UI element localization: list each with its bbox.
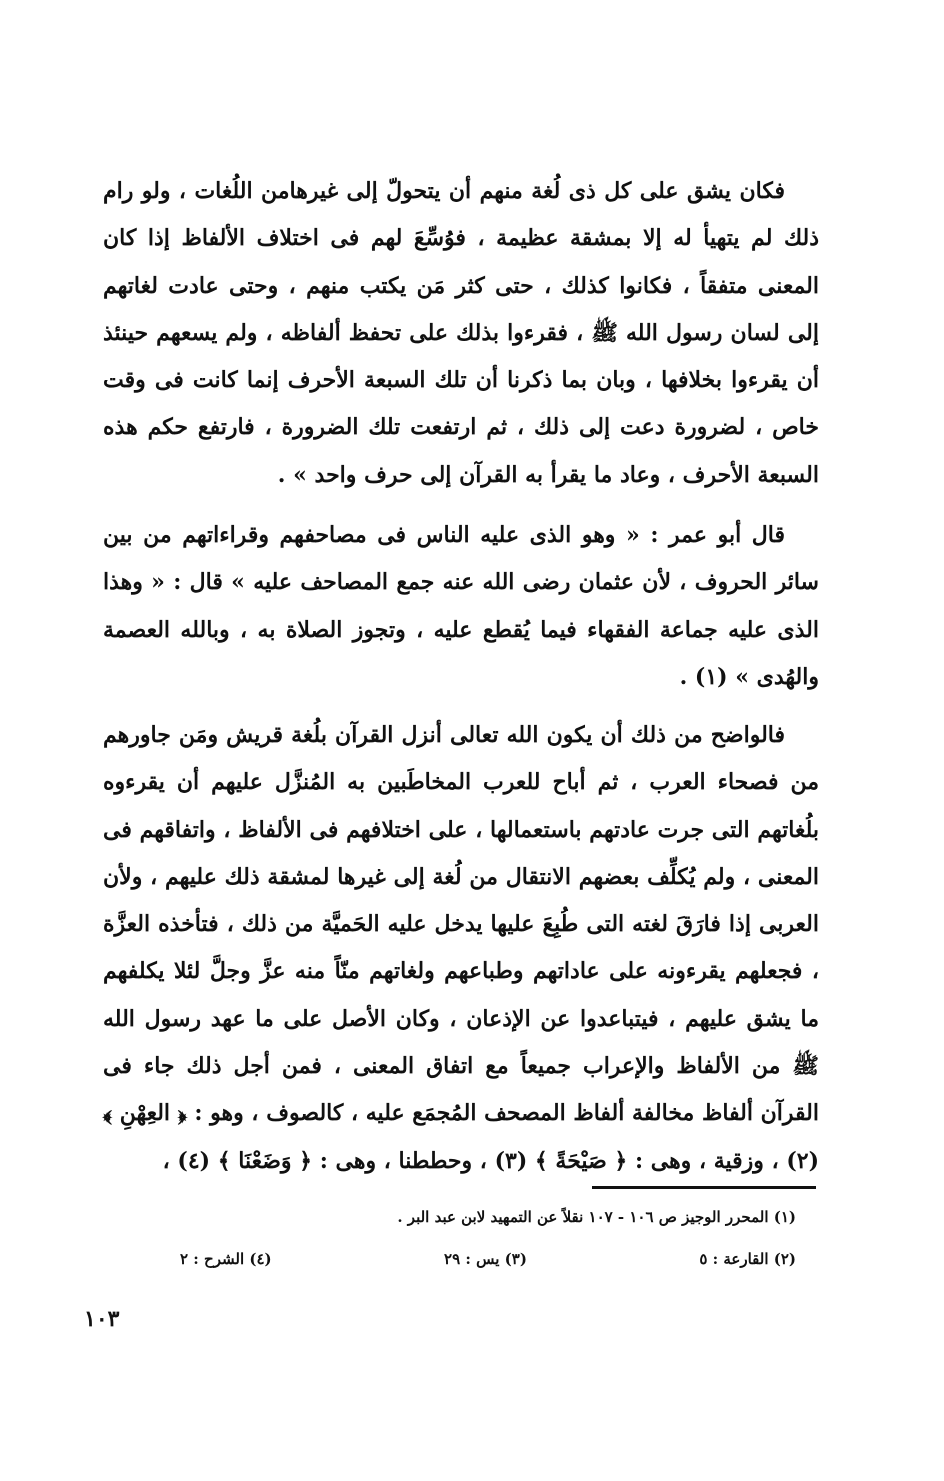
footnote-row <box>180 1250 820 1268</box>
paragraph-2-text: قال أبو عمر : « وهو الذى عليه الناس فى مصاحفهم وقراءاتهم من بين سائر الحروف ، لأن عثمان رضى الله عنه جمع المصاحف عليه » قال : « وهذا الذى عليه جماعة الفقهاء فيما يُقطع عليه ، وتجوز الصلاة به ، وبالله العصمة والهُدى » (١) . <box>103 522 819 690</box>
footnote-divider <box>592 1186 816 1189</box>
paragraph-1 <box>103 168 819 499</box>
footnote-4: (٤) الشرح : ٢ <box>180 1250 272 1268</box>
paragraph-3 <box>103 712 819 1185</box>
footnote-3: (٣) يس : ٢٩ <box>444 1250 527 1268</box>
paragraph-1-text: فكان يشق على كل ذى لُغة منهم أن يتحولّ إلى غيرهامن اللُغات ، ولو رام ذلك لم يتهيأ له إلا بمشقة عظيمة ، فوُسِّعَ لهم فى اختلاف الألفاظ إذا كان المعنى متفقاً ، فكانوا كذلك ، حتى كثر مَن يكتب منهم ، وحتى عادت لغاتهم إلى لسان رسول الله ﷺ ، فقرءوا بذلك على تحفظ ألفاظه ، ولم يسعهم حينئذ أن يقرءوا بخلافها ، وبان بما ذكرنا أن تلك السبعة الأحرف إنما كانت فى وقت خاص ، لضرورة دعت إلى ذلك ، ثم ارتفعت تلك الضرورة ، فارتفع حكم هذه السبعة الأحرف ، وعاد ما يقرأ به القرآن إلى حرف واحد » . <box>103 178 820 488</box>
footnote-1 <box>180 1208 820 1226</box>
paragraph-2 <box>103 512 819 701</box>
paragraph-3-text: فالواضح من ذلك أن يكون الله تعالى أنزل القرآن بلُغة قريش ومَن جاورهم من فصحاء العرب ، ثم أباح للعرب المخاطَبين به المُنزَّل عليهم أن يقرءوه بلُغاتهم التى جرت عادتهم باستعمالها ، على اختلافهم فى الألفاظ ، واتفاقهم فى المعنى ، ولم يُكلِّف بعضهم الانتقال من لُغة إلى غيرها لمشقة ذلك عليهم ، ولأن العربى إذا فارَقَ لغته التى طُبِعَ عليها يدخل عليه الحَميَّة من ذلك ، فتأخذه العزَّة ، فجعلهم يقرءونه على عاداتهم وطباعهم ولغاتهم منّاً منه عزَّ وجلَّ لئلا يكلفهم ما يشق عليهم ، فيتباعدوا عن الإذعان ، وكان الأصل على ما عهد رسول الله ﷺ من الألفاظ والإعراب جميعاً مع اتفاق المعنى ، فمن أجل ذلك جاء فى القرآن ألفاظ مخالفة ألفاظ المصحف المُجمَع عليه ، كالصوف ، وهو : ﴿ العِهْنِ ﴾ (٢) ، وزقية ، وهى : ﴿ صَيْحَةً ﴾ (٣) ، وحططنا ، وهى : ﴿ وَضَعْنَا ﴾ (٤) ، <box>103 722 819 1174</box>
footnote-1-text: (١) المحرر الوجيز ص ١٠٦ - ١٠٧ نقلاً عن التمهيد لابن عبد البر . <box>397 1208 796 1226</box>
footnote-2: (٢) القارعة : ٥ <box>699 1250 796 1268</box>
page-number: ١٠٣ <box>84 1306 120 1332</box>
